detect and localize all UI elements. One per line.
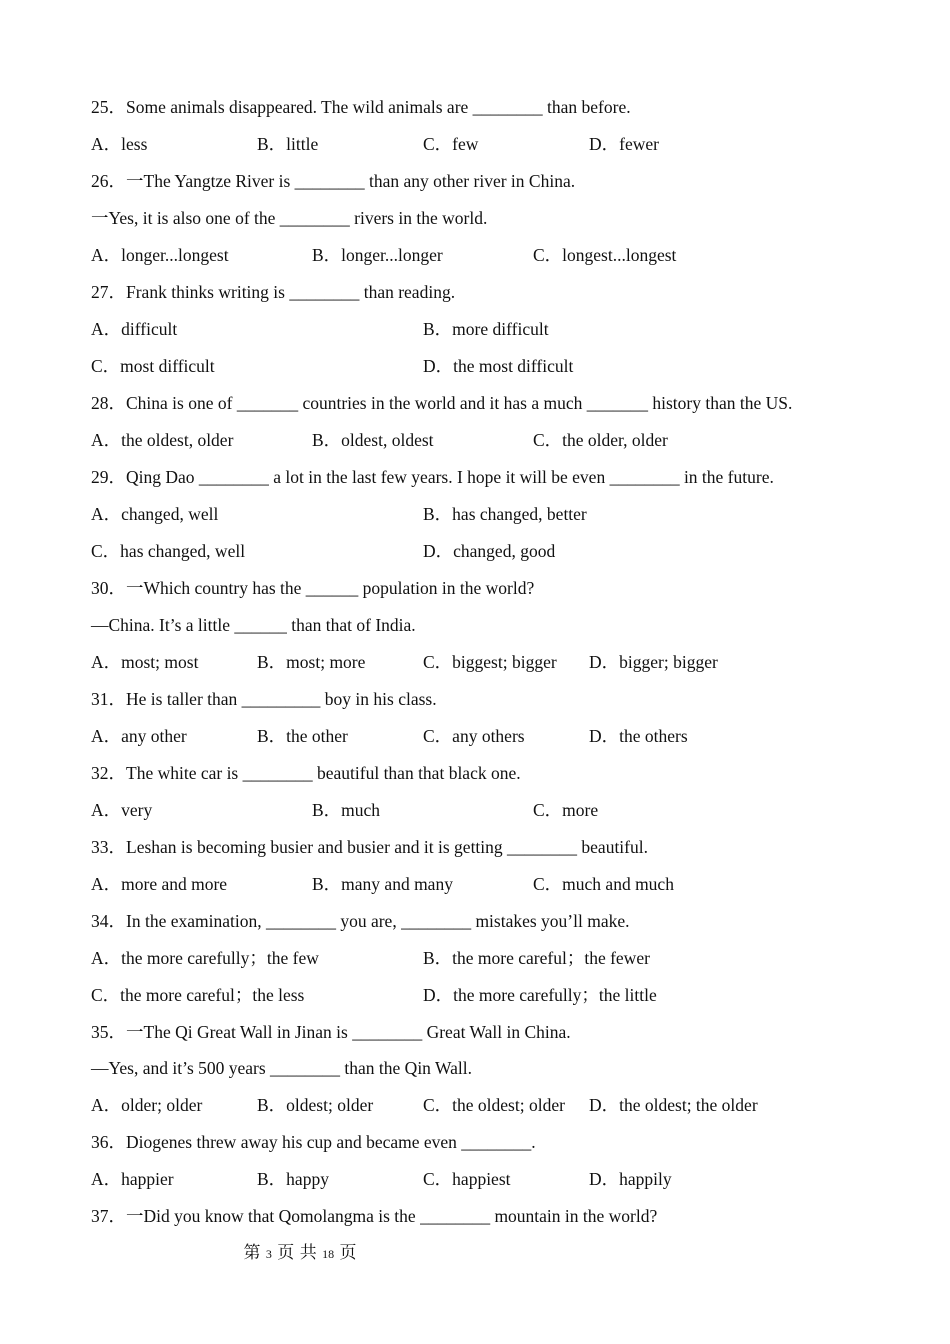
question-30: 30．一Which country has the ______ population in the world?	[91, 578, 535, 598]
question-36: 36．Diogenes threw away his cup and became even ________.	[91, 1132, 536, 1152]
page-footer	[0, 1242, 600, 1265]
q29-option-a: A．changed, well	[91, 504, 219, 524]
question-25: 25．Some animals disappeared. The wild animals are ________ than before.	[91, 97, 631, 117]
q30-option-b: B．most; more	[257, 652, 366, 672]
q30-option-a: A．most; most	[91, 652, 199, 672]
q35-option-c: C．the oldest; older	[423, 1095, 565, 1115]
question-30-reply: —China. It’s a little ______ than that of India.	[91, 615, 416, 635]
q27-option-b: B．more difficult	[423, 319, 549, 339]
q36-option-b: B．happy	[257, 1169, 329, 1189]
q29-option-b: B．has changed, better	[423, 504, 587, 524]
question-35-reply: —Yes, and it’s 500 years ________ than the Qin Wall.	[91, 1058, 472, 1078]
question-35: 35．一The Qi Great Wall in Jinan is ________ Great Wall in China.	[91, 1022, 571, 1042]
q30-option-d: D．bigger; bigger	[589, 652, 718, 672]
q28-option-a: A．the oldest, older	[91, 430, 234, 450]
q35-option-d: D．the oldest; the older	[589, 1095, 758, 1115]
q36-option-d: D．happily	[589, 1169, 672, 1189]
q28-option-c: C．the older, older	[533, 430, 668, 450]
q31-option-d: D．the others	[589, 726, 688, 746]
footer-page-number: 3	[265, 1247, 272, 1261]
q34-option-c: C．the more careful；the less	[91, 985, 305, 1005]
q32-option-b: B．much	[312, 800, 381, 820]
q33-option-c: C．much and much	[533, 874, 674, 894]
question-26: 26．一The Yangtze River is ________ than any other river in China.	[91, 171, 576, 191]
q30-option-c: C．biggest; bigger	[423, 652, 557, 672]
q32-option-c: C．more	[533, 800, 599, 820]
q36-option-a: A．happier	[91, 1169, 174, 1189]
q27-option-a: A．difficult	[91, 319, 178, 339]
q33-option-b: B．many and many	[312, 874, 453, 894]
q31-option-a: A．any other	[91, 726, 187, 746]
q29-option-c: C．has changed, well	[91, 541, 246, 561]
q26-option-b: B．longer...longer	[312, 245, 443, 265]
footer-suffix: 页	[339, 1243, 357, 1263]
q32-option-a: A．very	[91, 800, 153, 820]
question-31: 31．He is taller than _________ boy in his class.	[91, 689, 437, 709]
q34-option-d: D．the more carefully；the little	[423, 985, 657, 1005]
q33-option-a: A．more and more	[91, 874, 228, 894]
q34-option-a: A．the more carefully；the few	[91, 948, 319, 968]
q27-option-c: C．most difficult	[91, 356, 215, 376]
q28-option-b: B．oldest, oldest	[312, 430, 434, 450]
q35-option-b: B．oldest; older	[257, 1095, 374, 1115]
footer-total-pages: 18	[322, 1247, 335, 1261]
q25-option-c: C．few	[423, 134, 479, 154]
q26-option-c: C．longest...longest	[533, 245, 677, 265]
question-28: 28．China is one of _______ countries in the world and it has a much _______ history than the US.	[91, 393, 793, 413]
q31-option-b: B．the other	[257, 726, 348, 746]
q34-option-b: B．the more careful；the fewer	[423, 948, 650, 968]
q25-option-b: B．little	[257, 134, 319, 154]
question-33: 33．Leshan is becoming busier and busier and it is getting ________ beautiful.	[91, 837, 648, 857]
q25-option-a: A．less	[91, 134, 148, 154]
question-26-reply: 一Yes, it is also one of the ________ rivers in the world.	[91, 208, 488, 228]
q25-option-d: D．fewer	[589, 134, 659, 154]
footer-mid: 页 共	[277, 1243, 317, 1263]
q36-option-c: C．happiest	[423, 1169, 511, 1189]
question-27: 27．Frank thinks writing is ________ than reading.	[91, 282, 456, 302]
q29-option-d: D．changed, good	[423, 541, 556, 561]
footer-prefix: 第	[243, 1243, 261, 1263]
q27-option-d: D．the most difficult	[423, 356, 574, 376]
q26-option-a: A．longer...longest	[91, 245, 229, 265]
q35-option-a: A．older; older	[91, 1095, 203, 1115]
question-37: 37．一Did you know that Qomolangma is the ________ mountain in the world?	[91, 1206, 658, 1226]
question-29: 29．Qing Dao ________ a lot in the last few years. I hope it will be even ________ in the future.	[91, 467, 774, 487]
question-32: 32．The white car is ________ beautiful than that black one.	[91, 763, 521, 783]
q31-option-c: C．any others	[423, 726, 525, 746]
question-34: 34．In the examination, ________ you are, ________ mistakes you’ll make.	[91, 911, 630, 931]
